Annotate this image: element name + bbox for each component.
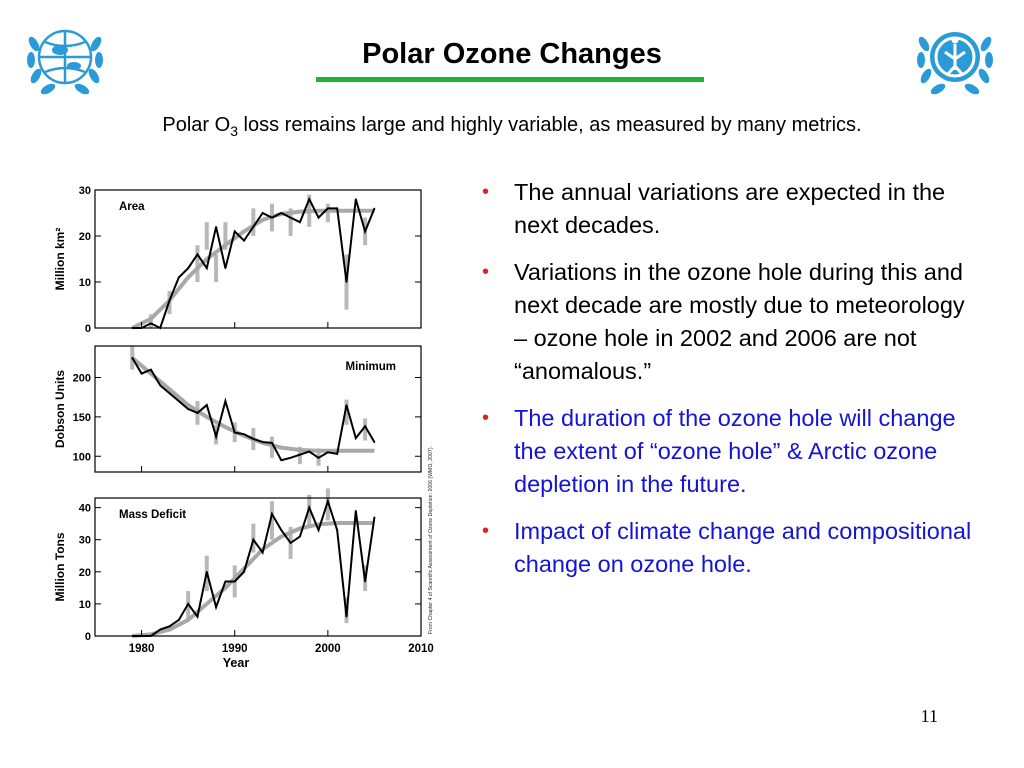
- y-tick-label: 0: [84, 631, 91, 643]
- data-point: [262, 552, 264, 554]
- data-point: [299, 221, 301, 223]
- data-point: [346, 616, 348, 618]
- y-tick-label: 10: [78, 277, 91, 289]
- x-tick-label: 2010: [408, 643, 434, 655]
- data-point: [225, 400, 227, 402]
- data-point: [169, 300, 171, 302]
- y-tick-label: 150: [72, 411, 91, 424]
- x-tick-label: 1990: [221, 643, 248, 655]
- data-point: [271, 217, 273, 219]
- data-point: [131, 357, 133, 359]
- data-point: [374, 516, 376, 518]
- data-point: [346, 281, 348, 283]
- bullet-dot-icon: •: [482, 181, 490, 203]
- data-point: [243, 433, 245, 435]
- bullet-text: The duration of the ozone hole will change the extent of “ozone hole” & Arctic ozone depletion in the future.: [514, 405, 956, 497]
- data-point: [271, 442, 273, 444]
- y-axis-label: Million Tons: [53, 532, 67, 602]
- panel-label: Mass Deficit: [119, 509, 187, 521]
- y-tick-label: 30: [78, 185, 91, 197]
- source-note: From Chapter 4 of Scientific Assessment of Ozone Depletion: 2006 (WMO, 2007).: [428, 446, 434, 634]
- y-tick-label: 20: [78, 231, 91, 243]
- ozone-hole-chart: [48, 182, 440, 672]
- chart-panel-0: [53, 185, 421, 335]
- data-point: [318, 529, 320, 531]
- data-point: [364, 231, 366, 233]
- data-point: [308, 507, 310, 509]
- data-point: [225, 581, 227, 583]
- subtitle-text-post: loss remains large and highly variable, as measured by many metrics.: [238, 114, 862, 136]
- data-point: [290, 217, 292, 219]
- subtitle-text-pre: Polar O: [162, 114, 231, 136]
- data-point: [178, 619, 180, 621]
- data-point: [327, 500, 329, 502]
- data-point: [364, 581, 366, 583]
- data-point: [308, 198, 310, 200]
- y-axis-label: Million km²: [53, 227, 67, 291]
- panel-label: Area: [119, 201, 145, 213]
- data-point: [206, 571, 208, 573]
- y-tick-label: 30: [78, 534, 91, 547]
- bullet-item: [478, 515, 978, 581]
- title-underline: [316, 77, 704, 82]
- bullet-dot-icon: •: [482, 407, 490, 429]
- data-point: [299, 536, 301, 538]
- data-point: [169, 626, 171, 628]
- data-point: [159, 629, 161, 631]
- bullet-item: [478, 256, 978, 388]
- bullet-text: Impact of climate change and compositional change on ozone hole.: [514, 518, 972, 577]
- chart-panel-2: [53, 488, 421, 643]
- data-point: [225, 267, 227, 269]
- data-point: [197, 616, 199, 618]
- slide-subtitle: [0, 114, 1024, 139]
- data-point: [253, 438, 255, 440]
- y-tick-label: 100: [72, 451, 91, 464]
- data-point: [364, 426, 366, 428]
- data-point: [355, 198, 357, 200]
- data-point: [150, 323, 152, 325]
- data-point: [299, 454, 301, 456]
- y-tick-label: 20: [78, 566, 91, 579]
- data-point: [327, 452, 329, 454]
- data-point: [336, 529, 338, 531]
- data-point: [355, 510, 357, 512]
- data-point: [234, 231, 236, 233]
- data-point: [215, 436, 217, 438]
- y-tick-label: 0: [84, 323, 91, 335]
- data-point: [215, 606, 217, 608]
- y-tick-label: 10: [78, 598, 91, 611]
- data-point: [206, 267, 208, 269]
- data-point: [280, 212, 282, 214]
- page-number: 11: [920, 706, 938, 726]
- bullet-dot-icon: •: [482, 520, 490, 542]
- x-tick-label: 2000: [315, 643, 341, 655]
- data-point: [141, 373, 143, 375]
- data-point: [150, 369, 152, 371]
- chart-panel-1: [53, 346, 421, 472]
- bullet-item: [478, 402, 978, 501]
- data-point: [280, 459, 282, 461]
- data-point: [197, 254, 199, 256]
- data-point: [262, 212, 264, 214]
- data-point: [280, 529, 282, 531]
- y-axis-label: Dobson Units: [53, 370, 67, 448]
- data-point: [336, 453, 338, 455]
- data-point: [215, 226, 217, 228]
- bullet-item: [478, 176, 978, 242]
- data-point: [336, 208, 338, 210]
- panel-label: Minimum: [345, 361, 396, 373]
- bullet-text: The annual variations are expected in the next decades.: [514, 179, 946, 238]
- data-point: [178, 277, 180, 279]
- data-point: [308, 451, 310, 453]
- data-point: [187, 408, 189, 410]
- data-point: [290, 542, 292, 544]
- data-point: [374, 208, 376, 210]
- data-point: [271, 513, 273, 515]
- data-point: [178, 400, 180, 402]
- data-point: [159, 385, 161, 387]
- data-point: [206, 404, 208, 406]
- data-point: [355, 437, 357, 439]
- slide-title: Polar Ozone Changes: [362, 38, 662, 70]
- data-point: [262, 441, 264, 443]
- data-point: [234, 432, 236, 434]
- data-point: [169, 392, 171, 394]
- y-tick-label: 200: [72, 372, 91, 385]
- data-point: [346, 404, 348, 406]
- y-tick-label: 40: [78, 502, 91, 515]
- data-point: [253, 539, 255, 541]
- bullet-dot-icon: •: [482, 261, 490, 283]
- data-point: [243, 240, 245, 242]
- data-point: [187, 603, 189, 605]
- data-point: [197, 412, 199, 414]
- subtitle-subscript: 3: [230, 123, 238, 139]
- bullet-text: Variations in the ozone hole during this and next decade are mostly due to meteorology – ozone hole in 2002 and 2006 are not “anomalous.”: [514, 259, 965, 384]
- x-axis-label: Year: [222, 656, 250, 670]
- data-point: [253, 226, 255, 228]
- data-point: [243, 571, 245, 573]
- data-point: [327, 208, 329, 210]
- data-point: [234, 581, 236, 583]
- x-tick-label: 1980: [128, 643, 155, 655]
- bullet-list: [478, 176, 978, 595]
- data-point: [318, 217, 320, 219]
- data-point: [187, 267, 189, 269]
- data-point: [290, 457, 292, 459]
- data-point: [374, 441, 376, 443]
- data-point: [318, 457, 320, 459]
